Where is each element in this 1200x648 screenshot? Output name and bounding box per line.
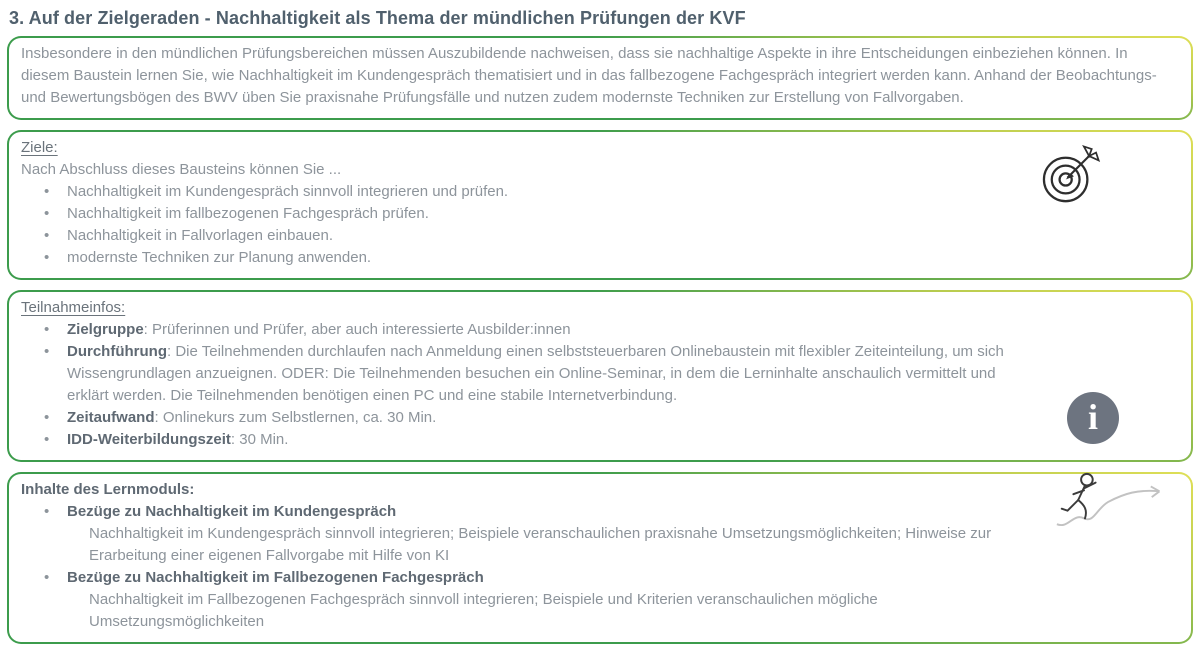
list-item: • Nachhaltigkeit in Fallvorlagen einbauen. (21, 225, 1041, 247)
item-detail: Nachhaltigkeit im Kundengespräch sinnvoll integrieren; Beispiele veranschaulichen praxisnahe Umsetzungsmöglichkeiten; Hinweise zur Erarbeitung einer eigenen Fallvorgabe mit Hilfe von KI (89, 525, 992, 564)
item-label: Bezüge zu Nachhaltigkeit im Fallbezogenen Fachgespräch (67, 569, 484, 586)
list-item (21, 407, 1041, 429)
target-icon (1037, 144, 1103, 208)
running-progress-icon (1051, 470, 1177, 530)
item-label: Bezüge zu Nachhaltigkeit im Kundengespräch (67, 503, 397, 520)
list-item (21, 501, 1041, 523)
goals-intro: Nach Abschluss dieses Bausteins können Sie ... (21, 161, 342, 178)
item-text: : Onlinekurs zum Selbstlernen, ca. 30 Min. (154, 409, 437, 426)
content-heading: Inhalte des Lernmoduls: (21, 481, 195, 498)
item-label: Durchführung (67, 343, 167, 360)
list-item (21, 341, 1041, 407)
page-title: 3. Auf der Zielgeraden - Nachhaltigkeit als Thema der mündlichen Prüfungen der KVF (9, 8, 746, 28)
list-item: • modernste Techniken zur Planung anwenden. (21, 247, 1041, 269)
intro-text: Insbesondere in den mündlichen Prüfungsbereichen müssen Auszubildende nachweisen, dass sie nachhaltige Aspekte in ihre Entscheidungen einbeziehen können. In diesem Baustein lernen Sie, wie Nachhaltigkeit im Kundengespräch thematisiert und in das fallbezogene Fachgespräch integriert werden kann. Anhand der Beobachtungs- und Bewertungsbögen des BWV üben Sie praxisnahe Prüfungsfälle und nutzen zudem modernste Techniken zur Erstellung von Fallvorgaben. (21, 45, 1157, 106)
info-icon: i (1067, 392, 1119, 444)
goals-heading: Ziele: (21, 139, 58, 156)
item-label: Zielgruppe (67, 321, 144, 338)
list-item (21, 319, 1041, 341)
list-item (21, 429, 1041, 451)
participation-list (21, 319, 1041, 451)
goals-box (7, 130, 1193, 280)
item-label: Zeitaufwand (67, 409, 155, 426)
participation-box (7, 290, 1193, 462)
item-text: : 30 Min. (230, 431, 289, 448)
participation-heading: Teilnahmeinfos: (21, 299, 126, 316)
item-detail: Nachhaltigkeit im Fallbezogenen Fachgespräch sinnvoll integrieren; Beispiele und Kriterien veranschaulichen mögliche Umsetzungsmöglichkeiten (89, 591, 878, 630)
content-list (21, 567, 1041, 589)
intro-box (7, 36, 1193, 120)
item-label: IDD-Weiterbildungszeit (67, 431, 231, 448)
content-list (21, 501, 1041, 523)
list-item: • Nachhaltigkeit im Kundengespräch sinnvoll integrieren und prüfen. (21, 181, 1041, 203)
goals-list (21, 181, 1041, 269)
list-item: • Nachhaltigkeit im fallbezogenen Fachgespräch prüfen. (21, 203, 1041, 225)
item-text: : Prüferinnen und Prüfer, aber auch interessierte Ausbilder:innen (143, 321, 571, 338)
list-item (21, 567, 1041, 589)
item-text: : Die Teilnehmenden durchlaufen nach Anmeldung einen selbststeuerbaren Onlinebaustein mit flexibler Zeiteinteilung, um sich Wissengrundlagen anzueignen. ODER: Die Teilnehmenden besuchen ein Online-Seminar, in dem die Lerninhalte anschaulich vermittelt und erklärt werden. Die Teilnehmenden benötigen einen PC und eine stabile Internetverbindung. (67, 343, 1004, 404)
content-box (7, 472, 1193, 644)
